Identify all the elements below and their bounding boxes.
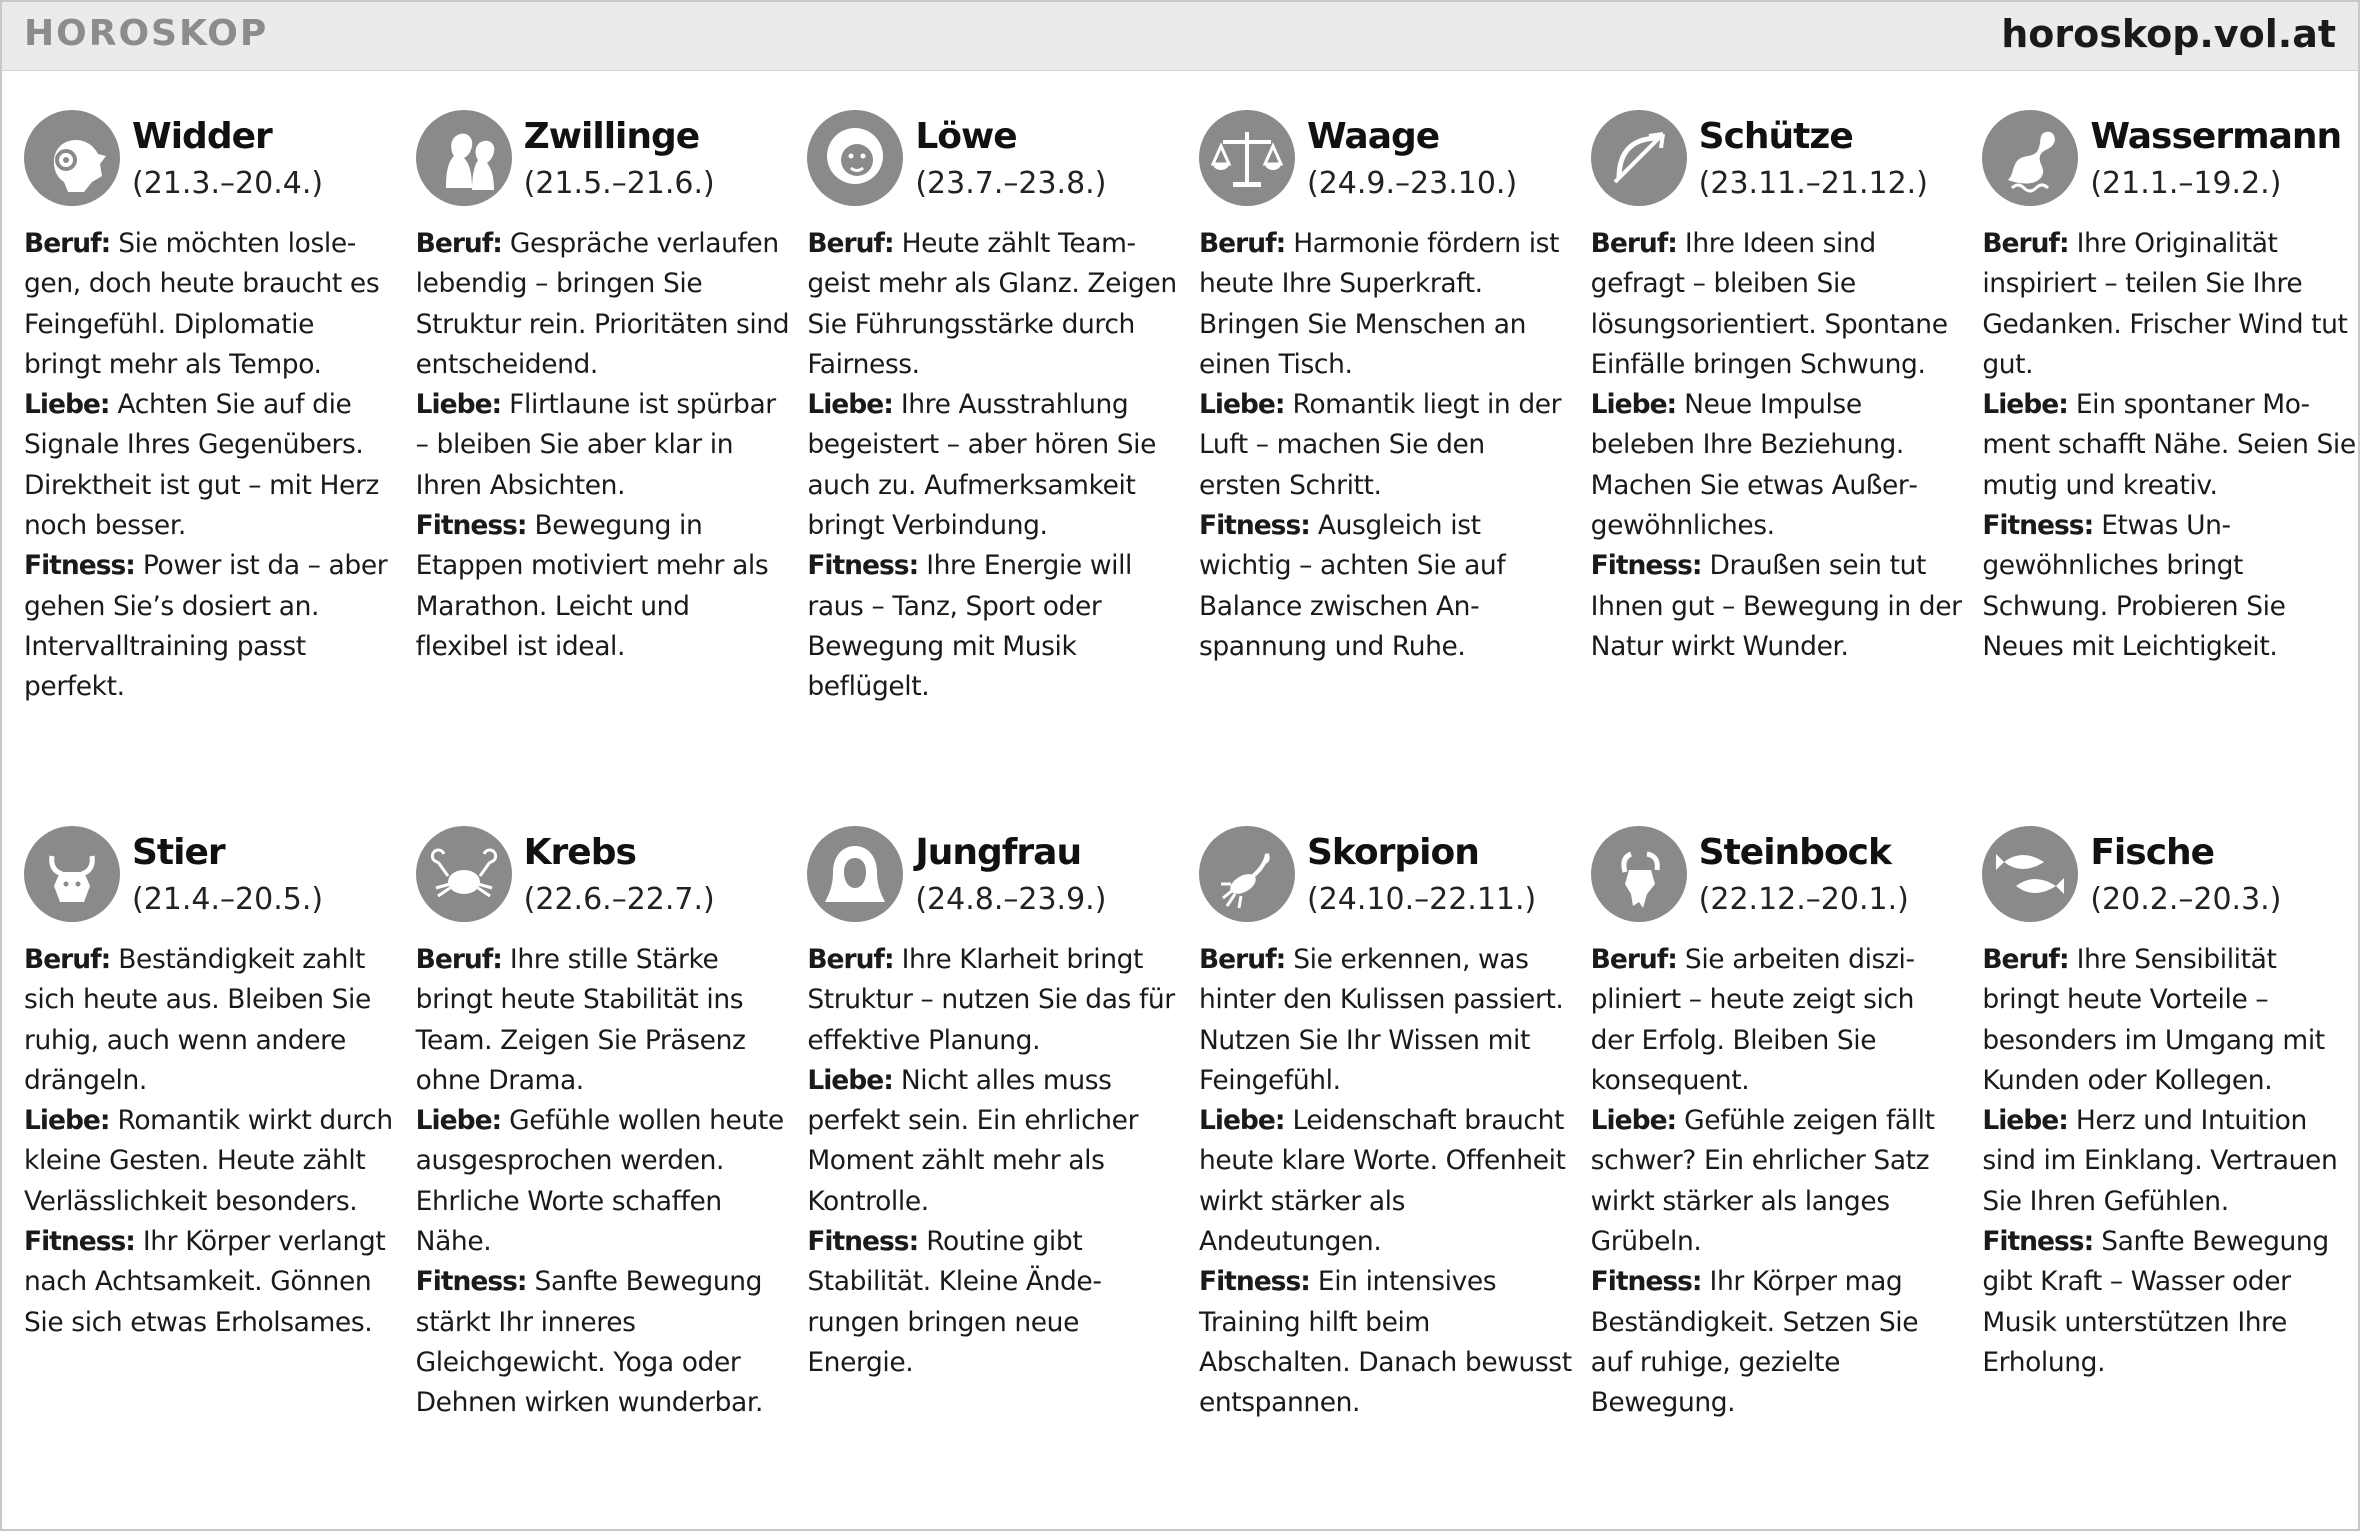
sign-dates: (21.5.–21.6.)	[523, 166, 715, 201]
goat-icon	[1591, 826, 1687, 922]
sign-text	[1591, 940, 1965, 1424]
sign-dates: (21.3.–20.4.)	[132, 166, 324, 201]
liebe-label: Liebe:	[415, 389, 502, 421]
fitness-text: Etwas Ungewöhnliches bringt Schwung. Probieren Sie Neues mit Leichtigkeit.	[1982, 510, 2286, 662]
fitness-text: Ihr Körper mag Beständigkeit. Setzen Sie auf ruhige, gezielte Bewegung.	[1590, 1266, 1919, 1419]
site-url[interactable]: horoskop.vol.at	[2001, 12, 2336, 56]
sign-name: Schütze	[1698, 116, 1853, 157]
liebe-label: Liebe:	[1590, 1105, 1677, 1137]
sign-name: Jungfrau	[915, 832, 1082, 873]
sign-card-widder	[24, 110, 386, 826]
beruf-text: Ihre Ideen sind gefragt – bleiben Sie lösungsorientiert. Spontane Einfälle bringen Schwung.	[1590, 228, 1948, 380]
beruf-text: Sie erkennen, was hinter den Kulissen passiert. Nutzen Sie Ihr Wissen mit Feingefühl.	[1198, 944, 1564, 1096]
beruf-text: Gespräche verlaufen lebendig – bringen Sie Struktur rein. Prioritäten sind entscheidend.	[415, 228, 790, 380]
fitness-label: Fitness:	[807, 1226, 919, 1258]
sign-text	[416, 940, 790, 1424]
beruf-text: Ihre Sensibilität bringt heute Vorteile – besonders im Umgang mit Kunden oder Kollegen.	[1982, 944, 2325, 1096]
scales-icon	[1199, 110, 1295, 206]
liebe-text: Ein spontaner Moment schafft Nähe. Seien Sie mutig und kreativ.	[1982, 389, 2356, 501]
fitness-label: Fitness:	[1198, 1266, 1310, 1298]
sign-dates: (22.6.–22.7.)	[523, 882, 715, 917]
fitness-text: Sanfte Bewegung gibt Kraft – Wasser oder Musik unterstützen Ihre Erholung.	[1982, 1226, 2329, 1378]
liebe-label: Liebe:	[415, 1105, 502, 1137]
beruf-text: Beständigkeit zahlt sich heute aus. Bleiben Sie ruhig, auch wenn andere drängeln.	[24, 944, 371, 1096]
beruf-text: Sie arbeiten diszipliniert – heute zeigt sich der Erfolg. Bleiben Sie konsequent.	[1590, 944, 1915, 1096]
beruf-text: Ihre stille Stärke bringt heute Stabilität ins Team. Zeigen Sie Präsenz ohne Drama.	[415, 944, 746, 1096]
sign-name: Wassermann	[2090, 116, 2342, 157]
sign-name: Waage	[1306, 116, 1440, 157]
beruf-text: Ihre Klarheit bringt Struktur – nutzen Sie das für effektive Planung.	[807, 944, 1175, 1056]
fitness-label: Fitness:	[415, 510, 527, 542]
fitness-label: Fitness:	[1198, 510, 1310, 542]
sign-card-schütze	[1590, 110, 1962, 826]
liebe-text: Romantik liegt in der Luft – machen Sie den ersten Schritt.	[1198, 389, 1562, 501]
fitness-label: Fitness:	[24, 1226, 135, 1258]
sign-text	[1982, 224, 2356, 667]
beruf-label: Beruf:	[415, 228, 502, 259]
sign-text	[807, 940, 1181, 1383]
sign-text	[1199, 224, 1573, 667]
liebe-text: Romantik wirkt durch kleine Gesten. Heute zählt Verlässlichkeit besonders.	[24, 1105, 393, 1217]
beruf-text: Harmonie fördern ist heute Ihre Superkraft. Bringen Sie Menschen an einen Tisch.	[1198, 228, 1560, 380]
sign-text	[24, 224, 398, 708]
liebe-text: Gefühle wollen heute ausgesprochen werden. Ehrliche Worte schaffen Nähe.	[415, 1105, 784, 1258]
liebe-label: Liebe:	[1982, 1105, 2068, 1137]
fitness-text: Ein intensives Training hilft beim Abschalten. Danach bewusst entspannen.	[1198, 1266, 1572, 1419]
liebe-label: Liebe:	[807, 389, 893, 421]
liebe-text: Flirtlaune ist spürbar – bleiben Sie aber klar in Ihren Absichten.	[415, 389, 776, 501]
sign-name: Fische	[2090, 832, 2215, 873]
bull-icon	[24, 826, 120, 922]
sign-card-skorpion	[1198, 826, 1572, 1526]
fitness-label: Fitness:	[1982, 1226, 2094, 1258]
fitness-label: Fitness:	[1590, 1266, 1702, 1298]
liebe-text: Nicht alles muss perfekt sein. Ein ehrlicher Moment zählt mehr als Kontrolle.	[807, 1064, 1139, 1217]
sign-dates: (21.4.–20.5.)	[132, 882, 324, 917]
liebe-text: Neue Impulse beleben Ihre Beziehung. Machen Sie etwas Außergewöhnliches.	[1590, 389, 1918, 542]
sign-card-fische	[1982, 826, 2344, 1526]
beruf-label: Beruf:	[24, 944, 111, 975]
fitness-text: Ihr Körper verlangt nach Achtsamkeit. Gönnen Sie sich etwas Erholsames.	[24, 1226, 386, 1338]
sign-card-löwe	[807, 110, 1177, 826]
sign-text	[1199, 940, 1573, 1424]
sign-card-steinbock	[1591, 826, 1953, 1526]
sign-dates: (24.8.–23.9.)	[915, 882, 1107, 917]
sign-dates: (21.1.–19.2.)	[2090, 166, 2282, 201]
fitness-text: Routine gibt Stabilität. Kleine Änderungen bringen neue Energie.	[807, 1226, 1102, 1378]
fish-icon	[1982, 826, 2078, 922]
beruf-label: Beruf:	[24, 228, 111, 259]
liebe-label: Liebe:	[807, 1064, 893, 1096]
fitness-label: Fitness:	[1590, 550, 1702, 582]
liebe-text: Ihre Ausstrahlung begeistert – aber hören Sie auch zu. Aufmerksamkeit bringt Verbindung.	[807, 389, 1157, 542]
beruf-label: Beruf:	[1590, 944, 1677, 975]
liebe-text: Leidenschaft braucht heute klare Worte. Offenheit wirkt stärker als Andeutungen.	[1198, 1105, 1566, 1258]
sign-card-stier	[24, 826, 393, 1526]
liebe-text: Gefühle zeigen fällt schwer? Ein ehrlicher Satz wirkt stärker als langes Grübeln.	[1590, 1105, 1935, 1258]
beruf-text: Heute zählt Teamgeist mehr als Glanz. Zeigen Sie Führungsstärke durch Fairness.	[807, 228, 1177, 380]
sign-name: Steinbock	[1698, 832, 1891, 873]
beruf-label: Beruf:	[807, 944, 894, 975]
sign-dates: (22.12.–20.1.)	[1698, 882, 1909, 917]
sign-name: Löwe	[915, 116, 1017, 157]
sign-name: Krebs	[523, 832, 636, 873]
beruf-text: Ihre Originalität inspiriert – teilen Sie Ihre Gedanken. Frischer Wind tut gut.	[1982, 228, 2348, 380]
liebe-text: Achten Sie auf die Signale Ihres Gegenübers. Direktheit ist gut – mit Herz noch besser.	[24, 389, 379, 542]
liebe-label: Liebe:	[24, 389, 110, 421]
fitness-text: Ausgleich ist wichtig – achten Sie auf Balance zwischen Anspannung und Ruhe.	[1198, 510, 1506, 662]
sign-text	[1982, 940, 2356, 1383]
fitness-text: Draußen sein tut Ihnen gut – Bewegung in der Natur wirkt Wunder.	[1590, 550, 1962, 662]
sign-dates: (23.7.–23.8.)	[915, 166, 1107, 201]
sign-name: Widder	[132, 116, 272, 157]
liebe-text: Herz und Intuition sind im Einklang. Vertrauen Sie Ihren Gefühlen.	[1982, 1105, 2338, 1217]
fitness-label: Fitness:	[1982, 510, 2094, 542]
fitness-text: Sanfte Bewegung stärkt Ihr inneres Gleichgewicht. Yoga oder Dehnen wirken wunderbar.	[415, 1266, 763, 1419]
sign-card-wassermann	[1982, 110, 2356, 826]
fitness-text: Bewegung in Etappen motiviert mehr als Marathon. Leicht und flexibel ist ideal.	[415, 510, 769, 662]
sign-card-zwillinge	[415, 110, 790, 826]
sign-card-jungfrau	[807, 826, 1175, 1526]
beruf-label: Beruf:	[1590, 228, 1677, 259]
scorpion-icon	[1199, 826, 1295, 922]
sign-text	[416, 224, 790, 667]
sign-text	[807, 224, 1181, 708]
sign-dates: (20.2.–20.3.)	[2090, 882, 2282, 917]
lion-icon	[807, 110, 903, 206]
sign-text	[1591, 224, 1965, 667]
beruf-label: Beruf:	[415, 944, 502, 975]
beruf-text: Sie möchten loslegen, doch heute braucht es Feingefühl. Diplomatie bringt mehr als Tempo.	[24, 228, 380, 380]
sign-dates: (24.9.–23.10.)	[1306, 166, 1518, 201]
water-bearer-icon	[1982, 110, 2078, 206]
liebe-label: Liebe:	[1982, 389, 2068, 421]
sign-text	[24, 940, 398, 1343]
signs-grid	[24, 110, 2356, 1526]
ram-icon	[24, 110, 120, 206]
liebe-label: Liebe:	[1198, 1105, 1285, 1137]
fitness-text: Ihre Energie will raus – Tanz, Sport oder Bewegung mit Musik beflügelt.	[807, 550, 1132, 703]
fitness-text: Power ist da – aber gehen Sie’s dosiert an. Intervalltraining passt perfekt.	[24, 550, 388, 703]
fitness-label: Fitness:	[24, 550, 135, 582]
liebe-label: Liebe:	[1198, 389, 1285, 421]
liebe-label: Liebe:	[1590, 389, 1677, 421]
sign-card-waage	[1199, 110, 1561, 826]
archer-icon	[1591, 110, 1687, 206]
fitness-label: Fitness:	[415, 1266, 527, 1298]
beruf-label: Beruf:	[807, 228, 894, 259]
beruf-label: Beruf:	[1198, 228, 1286, 259]
sign-name: Zwillinge	[523, 116, 700, 157]
sign-card-krebs	[415, 826, 784, 1526]
maiden-icon	[807, 826, 903, 922]
header-bar	[2, 2, 2358, 71]
fitness-label: Fitness:	[807, 550, 919, 582]
sign-dates: (23.11.–21.12.)	[1698, 166, 1928, 201]
sign-name: Skorpion	[1306, 832, 1479, 873]
beruf-label: Beruf:	[1982, 944, 2069, 975]
twins-icon	[416, 110, 512, 206]
beruf-label: Beruf:	[1198, 944, 1286, 975]
crab-icon	[416, 826, 512, 922]
sign-dates: (24.10.–22.11.)	[1306, 882, 1537, 917]
sign-name: Stier	[132, 832, 225, 873]
section-title: HOROSKOP	[24, 13, 269, 54]
beruf-label: Beruf:	[1982, 228, 2069, 259]
liebe-label: Liebe:	[24, 1105, 110, 1137]
